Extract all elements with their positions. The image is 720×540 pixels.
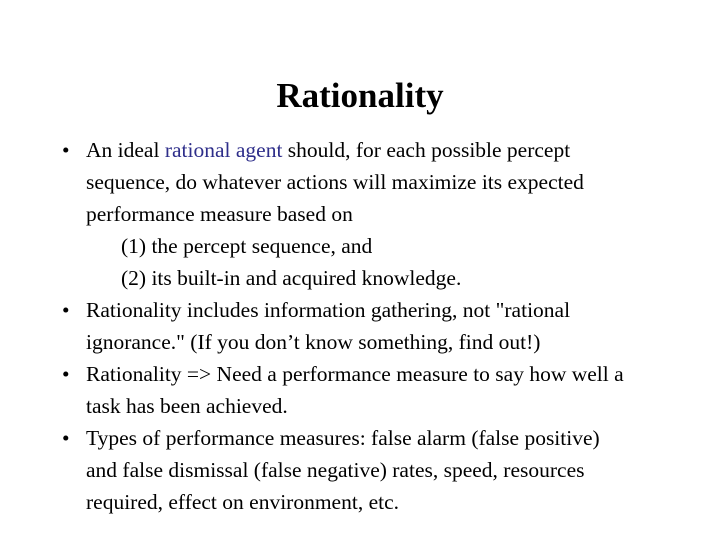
bullet-list [62,134,712,518]
bullet-line: Rationality includes information gathering, not "rational [86,298,571,322]
bullet-marker: • [62,362,70,386]
bullet-line: Rationality => Need a performance measure to say how well a [86,362,624,386]
bullet-line: and false dismissal (false negative) rates, speed, resources [86,458,585,482]
bullet-text-pre: An ideal [86,138,165,162]
sub-item: (1) the percept sequence, and [121,234,373,258]
bullet-item-measure-types [62,422,712,518]
highlighted-term: rational agent [164,138,283,162]
bullet-marker: • [62,298,70,322]
bullet-marker: • [62,426,70,450]
bullet-item-performance-measure [62,358,712,422]
bullet-item-rational-agent [62,134,712,294]
bullet-line: task has been achieved. [86,394,288,418]
bullet-line: ignorance." (If you don’t know something, find out!) [86,330,541,354]
bullet-line: performance measure based on [86,202,353,226]
sub-item: (2) its built-in and acquired knowledge. [121,266,462,290]
bullet-line [86,134,712,166]
bullet-item-information-gathering [62,294,712,358]
slide-title: Rationality [276,76,444,115]
bullet-line: sequence, do whatever actions will maximize its expected [86,170,584,194]
bullet-line: Types of performance measures: false alarm (false positive) [86,426,600,450]
bullet-line: required, effect on environment, etc. [86,490,400,514]
bullet-text-post: should, for each possible percept [282,138,571,162]
bullet-marker: • [62,138,70,162]
